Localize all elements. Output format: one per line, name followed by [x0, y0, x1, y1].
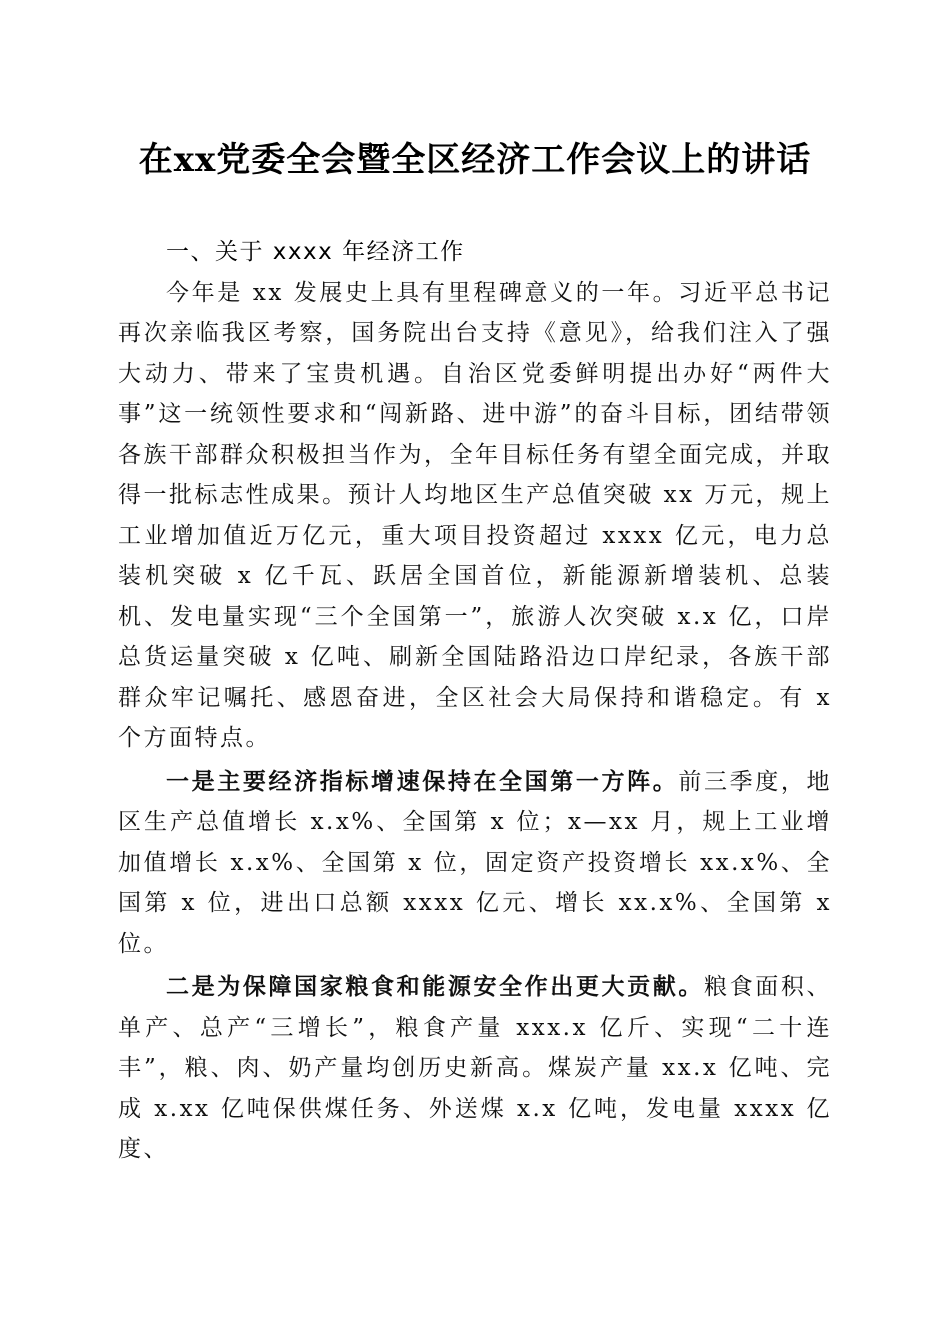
paragraph-lead: 二是为保障国家粮食和能源安全作出更大贡献。 — [166, 973, 705, 1000]
paragraph-text: 粮食面积、单产、总产“三增长”，粮食产量 xxx.x 亿斤、实现“二十连丰”，粮、肉、奶产量均创历史新高。煤炭产量 xx.x 亿吨、完成 x.xx 亿吨保供煤任务、外送煤 x.x 亿吨，发电量 xxxx 亿度、 — [118, 974, 833, 1162]
document-title: 在xx党委全会暨全区经济工作会议上的讲话 — [138, 140, 812, 180]
paragraph-text: 前三季度，地区生产总值增长 x.x%、全国第 x 位；x—xx 月，规上工业增加值增长 x.x%、全国第 x 位，固定资产投资增长 xx.x%、全国第 x 位，进出口总额 xxxx 亿元、增长 xx.x%、全国第 x 位。 — [118, 768, 833, 957]
paragraph-point-two — [118, 967, 832, 1170]
paragraph-point-one — [118, 762, 832, 965]
paragraph-text: 今年是 xx 发展史上具有里程碑意义的一年。习近平总书记再次亲临我区考察，国务院出台支持《意见》，给我们注入了强大动力、带来了宝贵机遇。自治区党委鲜明提出办好“两件大事”这一统领性要求和“闯新路、进中游”的奋斗目标，团结带领各族干部群众积极担当作为，全年目标任务有望全面完成，并取得一批标志性成果。预计人均地区生产总值突破 xx 万元，规上工业增加值近万亿元，重大项目投资超过 xxxx 亿元，电力总装机突破 x 亿千瓦、跃居全国首位，新能源新增装机、总装机、发电量实现“三个全国第一”，旅游人次突破 x.x 亿，口岸总货运量突破 x 亿吨、刷新全国陆路沿边口岸纪录，各族干部群众牢记嘱托、感恩奋进，全区社会大局保持和谐稳定。有 x 个方面特点。 — [118, 279, 832, 751]
paragraph-intro — [118, 273, 832, 759]
paragraph-lead: 一是主要经济指标增速保持在全国第一方阵。 — [166, 767, 679, 795]
section-heading: 一、关于 xxxx 年经济工作 — [166, 239, 465, 265]
document-body — [118, 232, 832, 1173]
